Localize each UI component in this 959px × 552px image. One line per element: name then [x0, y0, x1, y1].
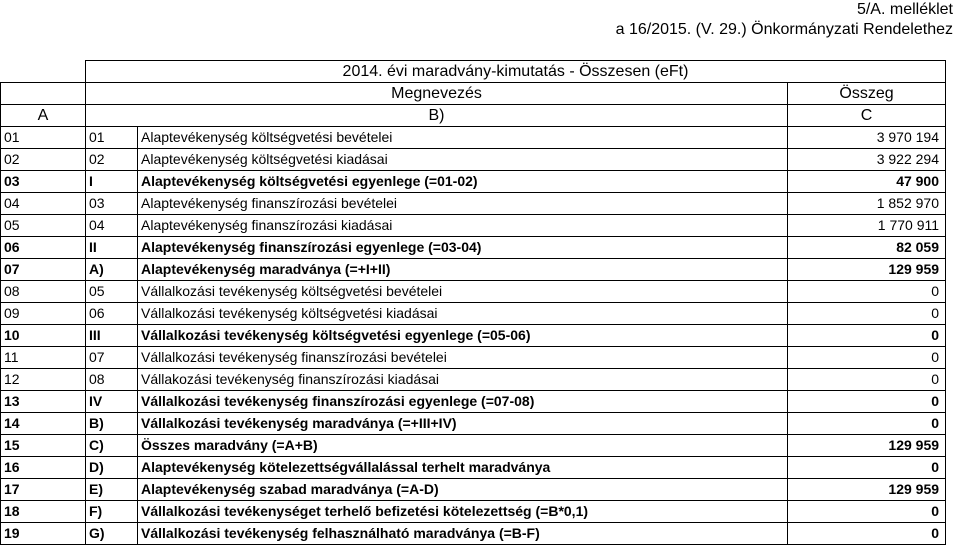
- column-letter-a: A: [1, 105, 86, 127]
- row-code: E): [86, 479, 138, 501]
- row-number: 05: [1, 215, 86, 237]
- row-amount: 0: [788, 413, 946, 435]
- row-amount: 3 970 194: [788, 127, 946, 149]
- row-code: G): [86, 523, 138, 545]
- row-number: 01: [1, 127, 86, 149]
- row-code: 06: [86, 303, 138, 325]
- row-amount: 3 922 294: [788, 149, 946, 171]
- row-code: III: [86, 325, 138, 347]
- row-label: Vállalkozási tevékenység felhasználható maradványa (=B-F): [138, 523, 788, 545]
- row-code: II: [86, 237, 138, 259]
- row-amount: 47 900: [788, 171, 946, 193]
- row-amount: 0: [788, 501, 946, 523]
- row-label: Vállalkozási tevékenység finanszírozási egyenlege (=07-08): [138, 391, 788, 413]
- row-number: 13: [1, 391, 86, 413]
- row-amount: 0: [788, 391, 946, 413]
- row-label: Vállakozási tevékenység finanszírozási kiadásai: [138, 369, 788, 391]
- row-number: 04: [1, 193, 86, 215]
- row-code: D): [86, 457, 138, 479]
- row-label: Alaptevékenység maradványa (=+I+II): [138, 259, 788, 281]
- row-amount: 129 959: [788, 479, 946, 501]
- row-number: 03: [1, 171, 86, 193]
- table-row: [1, 127, 946, 149]
- row-code: 02: [86, 149, 138, 171]
- column-letter-row: [1, 105, 946, 127]
- row-label: Alaptevékenység finanszírozási kiadásai: [138, 215, 788, 237]
- regulation-reference: a 16/2015. (V. 29.) Önkormányzati Rendelethez: [615, 21, 953, 38]
- row-amount: 0: [788, 457, 946, 479]
- row-label: Vállalkozási tevékenység finanszírozási bevételei: [138, 347, 788, 369]
- table-row: [1, 259, 946, 281]
- row-code: 07: [86, 347, 138, 369]
- table-row: [1, 435, 946, 457]
- column-letter-b: B): [86, 105, 788, 127]
- row-label: Összes maradvány (=A+B): [138, 435, 788, 457]
- table-row: [1, 171, 946, 193]
- row-amount: 82 059: [788, 237, 946, 259]
- table-row: [1, 479, 946, 501]
- row-number: 12: [1, 369, 86, 391]
- table-row: [1, 501, 946, 523]
- row-code: IV: [86, 391, 138, 413]
- table-row: [1, 215, 946, 237]
- row-code: 03: [86, 193, 138, 215]
- row-code: F): [86, 501, 138, 523]
- column-letter-c: C: [788, 105, 946, 127]
- row-number: 07: [1, 259, 86, 281]
- row-amount: 0: [788, 369, 946, 391]
- table-row: [1, 325, 946, 347]
- table-row: [1, 413, 946, 435]
- row-number: 18: [1, 501, 86, 523]
- row-code: 08: [86, 369, 138, 391]
- table-row: [1, 303, 946, 325]
- table-title: 2014. évi maradvány-kimutatás - Összesen (eFt): [86, 61, 946, 83]
- row-label: Vállalkozási tevékenység költségvetési bevételei: [138, 281, 788, 303]
- row-label: Alaptevékenység finanszírozási bevételei: [138, 193, 788, 215]
- row-number: 08: [1, 281, 86, 303]
- row-code: 01: [86, 127, 138, 149]
- table-row: [1, 369, 946, 391]
- table-row: [1, 193, 946, 215]
- row-code: 05: [86, 281, 138, 303]
- row-amount: 129 959: [788, 435, 946, 457]
- row-code: I: [86, 171, 138, 193]
- row-amount: 0: [788, 281, 946, 303]
- table-row: [1, 347, 946, 369]
- table-row: [1, 523, 946, 545]
- row-label: Alaptevékenység költségvetési kiadásai: [138, 149, 788, 171]
- row-label: Vállalkozási tevékenység maradványa (=+III+IV): [138, 413, 788, 435]
- row-amount: 0: [788, 523, 946, 545]
- remainder-table: [0, 60, 946, 545]
- row-amount: 1 852 970: [788, 193, 946, 215]
- row-label: Vállalkozási tevékenységet terhelő befizetési kötelezettség (=B*0,1): [138, 501, 788, 523]
- row-code: C): [86, 435, 138, 457]
- table-row: [1, 391, 946, 413]
- row-code: 04: [86, 215, 138, 237]
- row-number: 15: [1, 435, 86, 457]
- row-label: Vállalkozási tevékenység költségvetési kiadásai: [138, 303, 788, 325]
- row-number: 02: [1, 149, 86, 171]
- row-amount: 0: [788, 325, 946, 347]
- row-label: Alaptevékenység költségvetési bevételei: [138, 127, 788, 149]
- table-row: [1, 237, 946, 259]
- row-number: 06: [1, 237, 86, 259]
- row-label: Alaptevékenység finanszírozási egyenlege (=03-04): [138, 237, 788, 259]
- row-number: 16: [1, 457, 86, 479]
- row-code: A): [86, 259, 138, 281]
- row-number: 11: [1, 347, 86, 369]
- table-row: [1, 281, 946, 303]
- row-amount: 0: [788, 303, 946, 325]
- row-number: 09: [1, 303, 86, 325]
- row-label: Vállalkozási tevékenység költségvetési egyenlege (=05-06): [138, 325, 788, 347]
- row-number: 17: [1, 479, 86, 501]
- row-label: Alaptevékenység kötelezettségvállalással terhelt maradványa: [138, 457, 788, 479]
- row-number: 14: [1, 413, 86, 435]
- table-row: [1, 149, 946, 171]
- row-label: Alaptevékenység szabad maradványa (=A-D): [138, 479, 788, 501]
- row-amount: 0: [788, 347, 946, 369]
- row-amount: 1 770 911: [788, 215, 946, 237]
- row-number: 19: [1, 523, 86, 545]
- annex-label: 5/A. melléklet: [856, 1, 953, 18]
- row-label: Alaptevékenység költségvetési egyenlege (=01-02): [138, 171, 788, 193]
- table-row: [1, 457, 946, 479]
- column-header-row: [1, 83, 946, 105]
- table-title-row: [1, 61, 946, 83]
- column-header-description: Megnevezés: [86, 83, 788, 105]
- row-number: 10: [1, 325, 86, 347]
- row-code: B): [86, 413, 138, 435]
- row-amount: 129 959: [788, 259, 946, 281]
- column-header-amount: Összeg: [788, 83, 946, 105]
